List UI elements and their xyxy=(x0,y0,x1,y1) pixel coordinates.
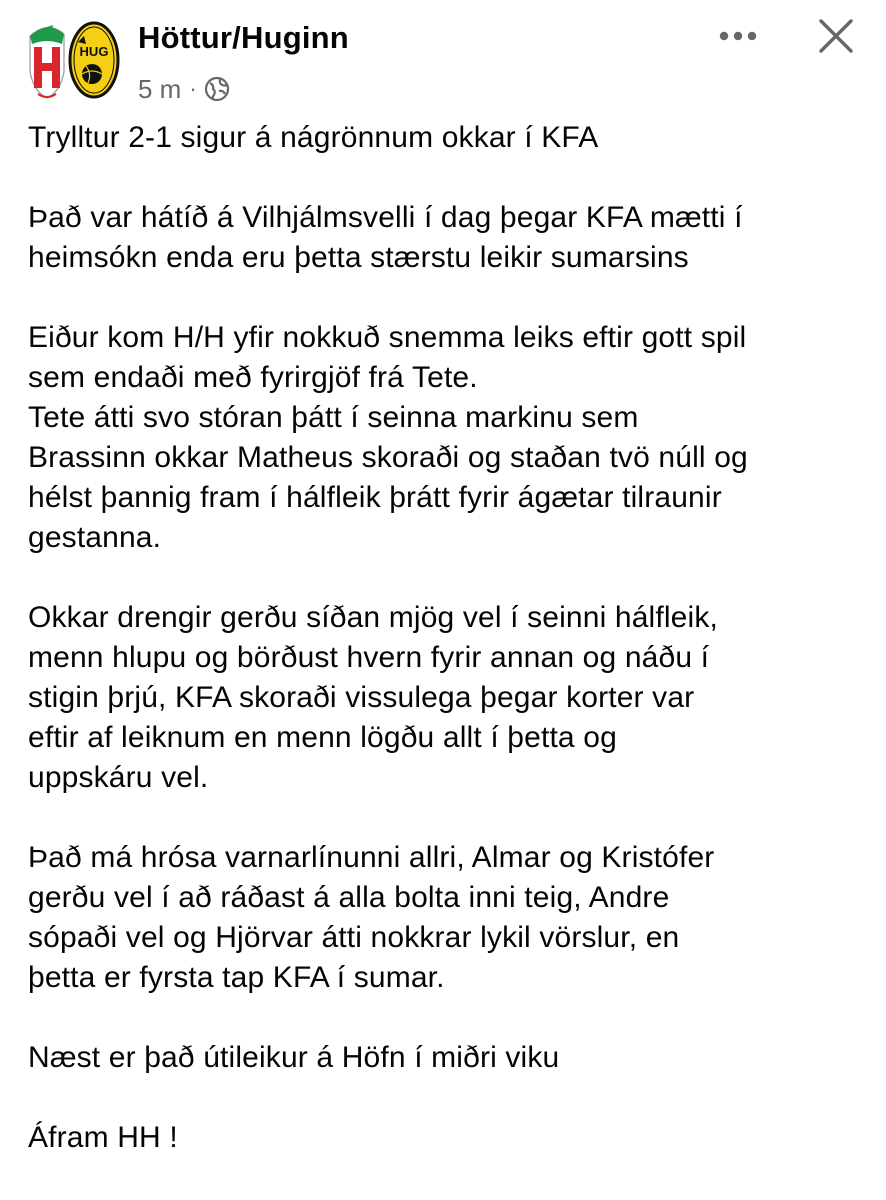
close-button[interactable] xyxy=(810,12,862,60)
post-text xyxy=(28,118,868,1158)
post-paragraph: Það má hrósa varnarlínunni allri, Almar og Kristófer gerðu vel í að ráðast á alla bolta inni teig, Andre sópaði vel og Hjörvar átti nokkrar lykil vörslur, en þetta er fyrsta tap KFA í sumar. xyxy=(28,841,715,994)
close-icon xyxy=(818,18,854,54)
page-avatar[interactable] xyxy=(20,14,120,104)
hottur-crest-icon xyxy=(30,25,64,98)
post-timestamp[interactable]: 5 m xyxy=(138,73,182,104)
post-header xyxy=(0,0,886,112)
club-logos xyxy=(20,14,120,104)
more-options-button[interactable] xyxy=(712,18,764,54)
post-meta xyxy=(138,72,230,106)
more-horizontal-icon xyxy=(718,30,758,42)
post-paragraph: Það var hátíð á Vilhjálmsvelli í dag þegar KFA mætti í heimsókn enda eru þetta stærstu leikir sumarsins xyxy=(28,201,743,274)
meta-separator: · xyxy=(189,76,197,101)
post-paragraph: Eiður kom H/H yfir nokkuð snemma leiks eftir gott spil sem endaði með fyrirgjöf frá Tete. Tete átti svo stóran þátt í seinna markinu sem Brassinn okkar Matheus skoraði og staðan tvö núll og hélst þannig fram í hálfleik þrátt fyrir ágætar tilraunir gestanna. xyxy=(28,321,748,554)
post-paragraph: Næst er það útileikur á Höfn í miðri viku xyxy=(28,1041,560,1074)
page-name-link[interactable]: Höttur/Huginn xyxy=(138,20,349,55)
post-paragraph: Okkar drengir gerðu síðan mjög vel í seinni hálfleik, menn hlupu og börðust hvern fyrir annan og náðu í stigin þrjú, KFA skoraði vissulega þegar korter var eftir af leiknum en menn lögðu allt í þetta og uppskáru vel. xyxy=(28,601,718,794)
huginn-crest-letters: HUG xyxy=(79,44,109,59)
globe-icon[interactable] xyxy=(204,76,230,102)
post-paragraph-closing: Áfram HH ! xyxy=(28,1121,178,1154)
huginn-crest-icon xyxy=(70,23,118,97)
post-paragraph-title: Trylltur 2-1 sigur á nágrönnum okkar í KFA xyxy=(28,121,599,154)
